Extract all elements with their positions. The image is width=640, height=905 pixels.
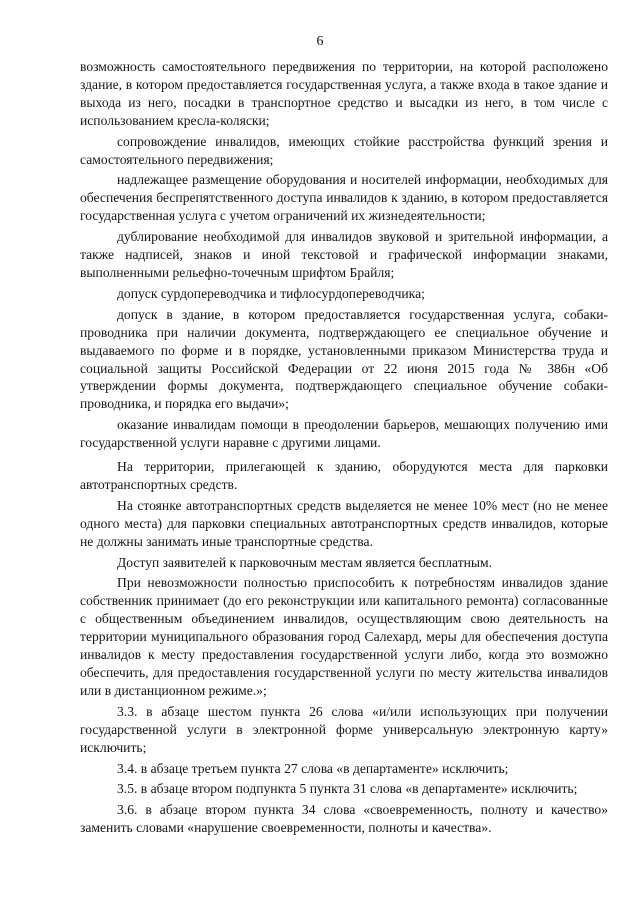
document-body xyxy=(80,58,608,840)
paragraph-parking-quota: На стоянке автотранспортных средств выделяется не менее 10% мест (но не менее одного места) для парковки специальных автотранспортных средств инвалидов, которые не должны занимать иные транспортные средства. xyxy=(80,497,608,549)
paragraph-parking-area: На территории, прилегающей к зданию, оборудуются места для парковки автотранспортных средств. xyxy=(80,459,608,492)
paragraph-parking-free: Доступ заявителей к парковочным местам является бесплатным. xyxy=(117,554,493,570)
paragraph-assistance: оказание инвалидам помощи в преодолении барьеров, мешающих получению ими государственной услуги наравне с другими лицами. xyxy=(80,417,608,451)
paragraph-amendment-3-6: 3.6. в абзаце втором пункта 34 слова «своевременность, полноту и качество» заменить словами «нарушение своевременности, полноты и качества». xyxy=(80,802,608,836)
paragraph-amendment-3-5: 3.5. в абзаце втором подпункта 5 пункта 31 слова «в департаменте» исключить; xyxy=(117,781,578,797)
paragraph-guide-dog: допуск в здание, в котором предоставляется государственная услуга, собаки-проводника при наличии документа, подтверждающего ее специальное обучение и выдаваемого по форме и в порядке, установленными приказом Министерства труда и социальной защиты Российской Федерации от 22 июня 2015 года № 386н «Об утверждении формы документа, подтверждающего специальное обучение собаки-проводника, и порядка его выдачи»; xyxy=(80,306,608,412)
paragraph-equipment: надлежащее размещение оборудования и носителей информации, необходимых для обеспечения беспрепятственного доступа инвалидов к зданию, в котором предоставляется государственная услуга с учетом ограничений их жизнедеятельности; xyxy=(80,172,608,224)
paragraph-escort: сопровождение инвалидов, имеющих стойкие расстройства функций зрения и самостоятельного передвижения; xyxy=(80,133,608,167)
paragraph-interpreter: допуск сурдопереводчика и тифлосурдопереводчика; xyxy=(117,285,425,301)
paragraph-mobility: возможность самостоятельного передвижения по территории, на которой расположено здание, в котором предоставляется государственная услуга, а также входа в такое здание и выхода из него, посадки в транспортное средство и высадки из него, в том числе с использованием кресла-коляски; xyxy=(80,59,608,128)
paragraph-braille: дублирование необходимой для инвалидов звуковой и зрительной информации, а также надписей, знаков и иной текстовой и графической информации знаками, выполненными рельефно-точечным шрифтом Брайля; xyxy=(80,229,608,280)
paragraph-adaptation: При невозможности полностью приспособить к потребностям инвалидов здание собственник принимает (до его реконструкции или капитального ремонта) согласованные с общественным объединением инвалидов, осуществляющим свою деятельность на территории муниципального образования город Салехард, меры для обеспечения доступа инвалидов к месту предоставления государственной услуги либо, когда это возможно обеспечить, для предоставления государственной услуги по месту жительства инвалидов или в дистанционном режиме.»; xyxy=(80,575,608,698)
paragraph-amendment-3-4: 3.4. в абзаце третьем пункта 27 слова «в департаменте» исключить; xyxy=(117,760,509,776)
paragraph-amendment-3-3: 3.3. в абзаце шестом пункта 26 слова «и/или использующих при получении государственной услуги в электронной форме универсальную электронную карту» исключить; xyxy=(80,703,608,755)
page-number: 6 xyxy=(316,34,324,49)
